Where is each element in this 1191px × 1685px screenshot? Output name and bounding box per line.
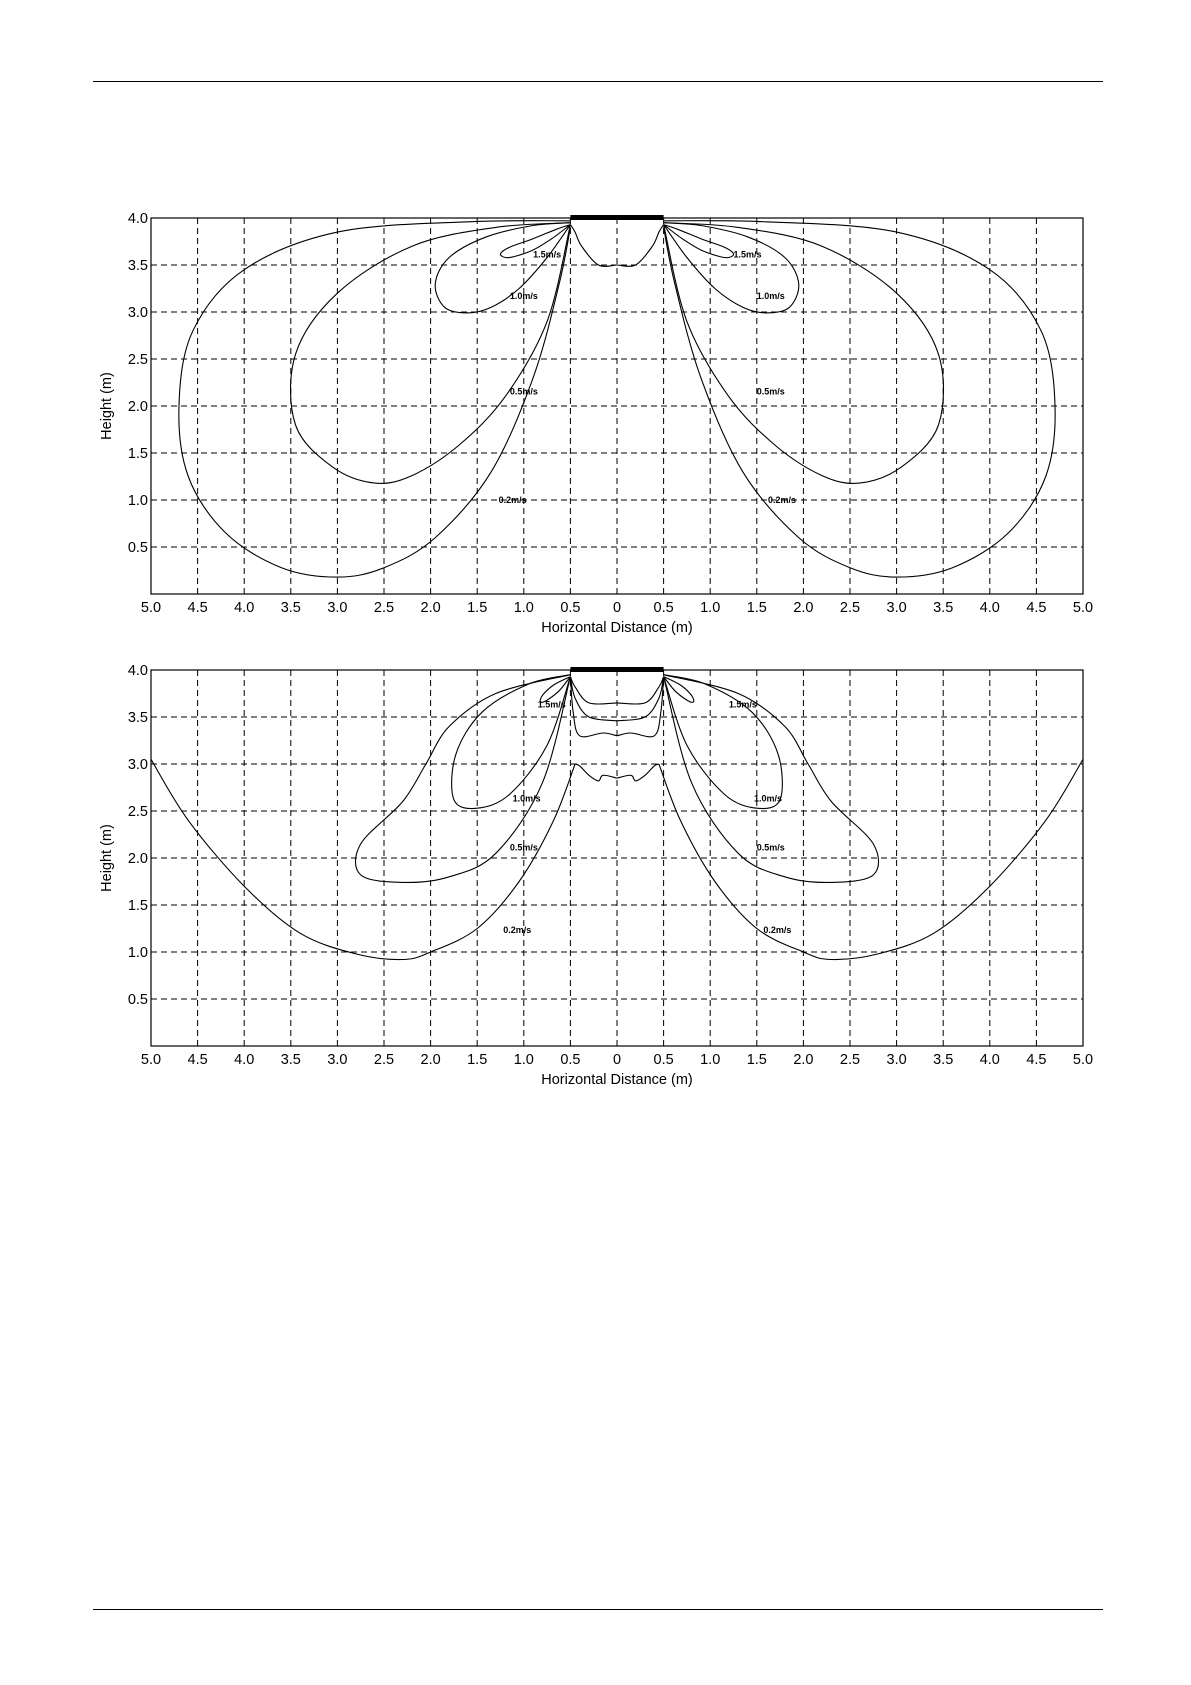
- x-tick-label: 4.5: [187, 1052, 208, 1068]
- x-tick-label: 3.5: [933, 600, 954, 616]
- contour-label-right: 1.5m/s: [733, 249, 762, 260]
- header-rule: [93, 81, 1103, 82]
- chart-2-svg: [0, 652, 1191, 1092]
- x-tick-label: 1.0: [513, 1052, 534, 1068]
- x-axis-title: Horizontal Distance (m): [541, 620, 693, 636]
- x-tick-label: 2.5: [373, 1052, 395, 1068]
- contour-label-left: 1.0m/s: [512, 793, 541, 804]
- y-tick-label: 2.5: [127, 352, 148, 368]
- contour-core-2-left: [570, 677, 617, 721]
- y-tick-label: 0.5: [127, 540, 148, 556]
- y-tick-label: 3.5: [127, 710, 148, 726]
- y-axis-title: Height (m): [99, 372, 115, 440]
- x-tick-label: 2.0: [793, 1052, 814, 1068]
- x-tick-label: 3.0: [327, 1052, 348, 1068]
- velocity-contour-chart-2: [0, 652, 1191, 1092]
- contour-label-right: 0.5m/s: [756, 386, 785, 397]
- contour-0-2m-s-right: [659, 759, 1083, 959]
- x-tick-label: 0.5: [653, 600, 674, 616]
- contour-label-right: 0.5m/s: [756, 842, 785, 853]
- x-tick-label: 4.0: [979, 1052, 1000, 1068]
- y-tick-label: 1.5: [127, 898, 148, 914]
- chart-1-svg: [0, 200, 1191, 640]
- x-tick-label: 3.5: [933, 1052, 954, 1068]
- x-tick-label: 3.0: [327, 600, 348, 616]
- contour-label-right: 1.0m/s: [756, 290, 785, 301]
- x-tick-label: 1.5: [467, 1052, 488, 1068]
- x-tick-label: 1.5: [467, 600, 488, 616]
- x-tick-label: 4.5: [187, 600, 208, 616]
- y-tick-label: 1.5: [127, 446, 148, 462]
- x-tick-label: 2.5: [839, 1052, 861, 1068]
- y-tick-label: 0.5: [127, 992, 148, 1008]
- contour-1-0m-s-left: [452, 675, 571, 809]
- y-tick-label: 2.0: [127, 399, 148, 415]
- x-tick-label: 4.0: [234, 1052, 255, 1068]
- x-tick-label: 3.0: [886, 1052, 907, 1068]
- y-tick-label: 3.0: [127, 305, 148, 321]
- x-tick-label: 1.5: [746, 1052, 767, 1068]
- x-axis-title: Horizontal Distance (m): [541, 1072, 693, 1088]
- contour-1-0m-s-right: [664, 675, 783, 809]
- contour-0-2m-s-core-left: [570, 225, 617, 267]
- x-tick-label: 0.5: [560, 1052, 581, 1068]
- x-tick-label: 0: [612, 600, 622, 616]
- contour-label-right: 0.2m/s: [767, 494, 797, 505]
- contour-label-left: 0.2m/s: [498, 494, 527, 505]
- contour-0-2m-s-crown-right: [617, 764, 659, 781]
- contour-core-1-right: [617, 677, 664, 705]
- y-tick-label: 1.0: [127, 493, 148, 509]
- contour-0-2m-s-left: [179, 221, 571, 577]
- velocity-contour-chart-1: [0, 200, 1191, 640]
- y-tick-label: 3.5: [127, 258, 148, 274]
- contour-0-2m-s-core-right: [617, 225, 664, 267]
- contour-label-left: 0.5m/s: [509, 386, 538, 397]
- x-tick-label: 5.0: [140, 1052, 162, 1068]
- contour-label-left: 0.2m/s: [503, 925, 532, 936]
- contour-label-right: 0.2m/s: [763, 925, 792, 936]
- contour-core-3-right: [617, 677, 664, 737]
- x-tick-label: 5.0: [1072, 1052, 1094, 1068]
- x-tick-label: 1.5: [746, 600, 767, 616]
- x-tick-label: 0.5: [653, 1052, 674, 1068]
- x-tick-label: 4.0: [234, 600, 255, 616]
- contour-label-left: 0.5m/s: [509, 842, 538, 853]
- y-axis-title: Height (m): [99, 824, 115, 892]
- contour-label-left: 1.0m/s: [509, 290, 538, 301]
- contour-0-2m-s-right: [664, 221, 1056, 577]
- contour-label-left: 1.5m/s: [537, 699, 566, 710]
- contour-core-2-right: [617, 677, 664, 721]
- x-tick-label: 3.0: [886, 600, 907, 616]
- x-tick-label: 2.0: [793, 600, 814, 616]
- x-tick-label: 4.5: [1026, 600, 1047, 616]
- x-tick-label: 4.5: [1026, 1052, 1047, 1068]
- y-tick-label: 1.0: [127, 945, 148, 961]
- x-tick-label: 0: [612, 1052, 622, 1068]
- x-tick-label: 5.0: [1072, 600, 1094, 616]
- y-tick-label: 3.0: [127, 757, 148, 773]
- y-tick-label: 4.0: [127, 663, 148, 679]
- x-tick-label: 1.0: [513, 600, 534, 616]
- x-tick-label: 4.0: [979, 600, 1000, 616]
- x-tick-label: 2.0: [420, 600, 441, 616]
- y-tick-label: 4.0: [127, 211, 148, 227]
- contour-label-right: 1.5m/s: [728, 699, 757, 710]
- x-tick-label: 1.0: [700, 1052, 721, 1068]
- contour-label-right: 1.0m/s: [754, 793, 783, 804]
- x-tick-label: 3.5: [280, 600, 301, 616]
- y-tick-label: 2.5: [127, 804, 148, 820]
- x-tick-label: 0.5: [560, 600, 581, 616]
- contour-label-left: 1.5m/s: [533, 249, 562, 260]
- x-tick-label: 1.0: [700, 600, 721, 616]
- contour-core-1-left: [570, 677, 617, 705]
- x-tick-label: 2.5: [373, 600, 395, 616]
- contour-1-0m-s-left: [435, 223, 570, 313]
- x-tick-label: 2.0: [420, 1052, 441, 1068]
- footer-rule: [93, 1609, 1103, 1610]
- x-tick-label: 2.5: [839, 600, 861, 616]
- contour-core-3-left: [570, 677, 617, 737]
- x-tick-label: 3.5: [280, 1052, 301, 1068]
- x-tick-label: 5.0: [140, 600, 162, 616]
- y-tick-label: 2.0: [127, 851, 148, 867]
- contour-0-2m-s-crown-left: [575, 764, 617, 781]
